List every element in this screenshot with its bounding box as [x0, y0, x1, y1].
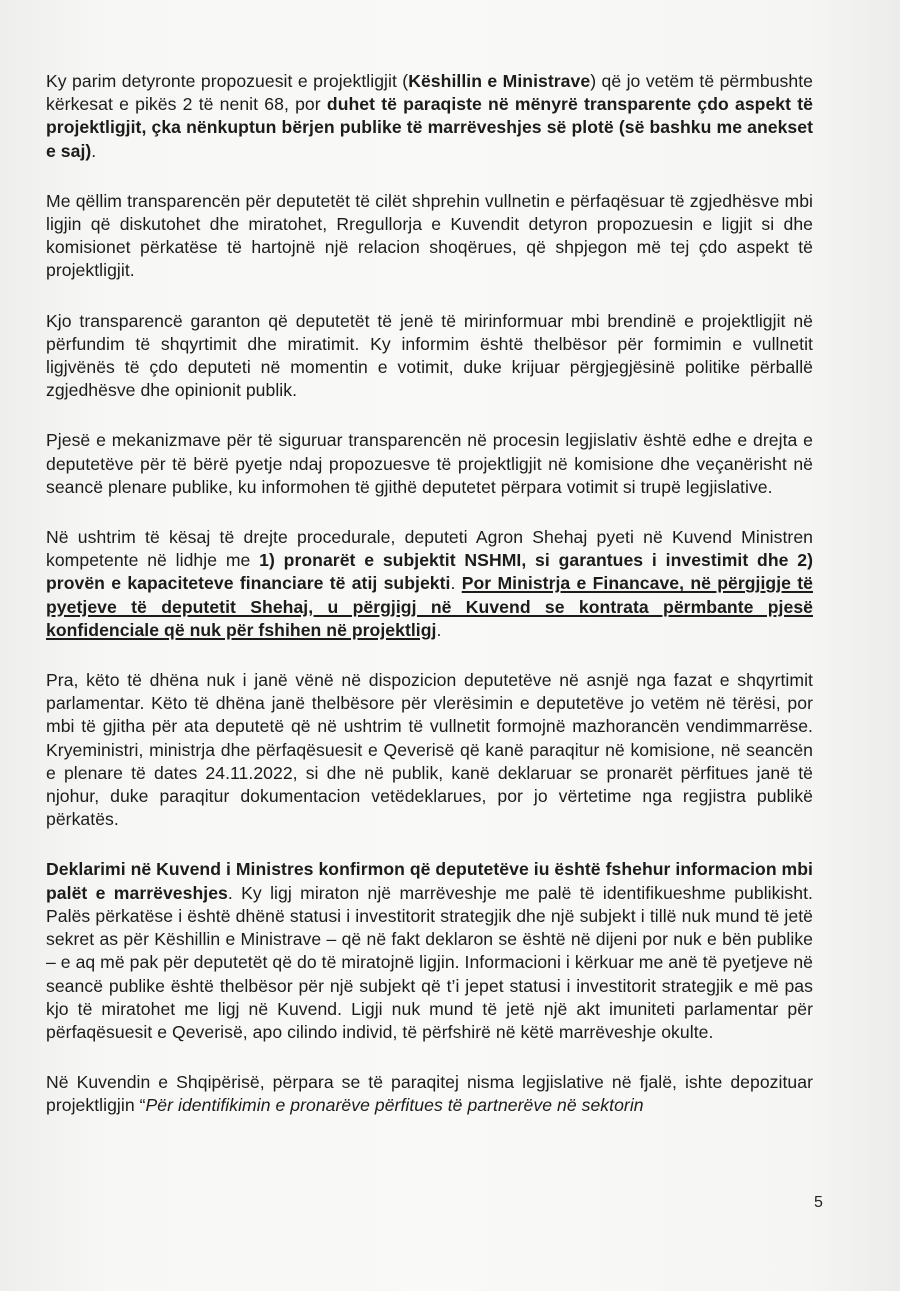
paragraph	[46, 1071, 813, 1117]
text-run: .	[450, 573, 462, 594]
text-run: .	[436, 619, 442, 640]
paragraph	[46, 310, 813, 403]
text-run: ) që jo vetëm të përmbushte kërkesat e pikës 2 të nenit 68, por	[46, 71, 813, 115]
text-run: .	[91, 140, 97, 161]
underlined-bold-text: Por Ministrja e Financave, në përgjigje të pyetjeve të deputetit Shehaj, u përgjigj në Kuvend se kontrata përmbante pjesë konfidenciale që nuk për fshihen në projektligj	[46, 573, 813, 640]
text-run: . Ky ligj miraton një marrëveshje me palë të identifikueshme publikisht. Palës përkatëse i është dhënë statusi i investitorit strategjik dhe një subjekt i tillë nuk mund të jetë sekret as për Këshillin e Ministrave – që në fakt deklaron se është në dijeni por nuk e bën publike – e aq më pak për deputetët që do të miratojnë ligjin. Informacioni i kërkuar me anë të pyetjeve në seancë publike është thelbësor për një subjekt që t’i jepet statusi i investitorit strategjik e më pas kjo të miratohet me ligj në Kuvend. Ligji nuk mund të jetë një akt imuniteti parlamentar për përfaqësuesit e Qeverisë, apo cilindo individ, të përfshirë në këtë marrëveshje okulte.	[46, 882, 813, 1042]
paragraph	[46, 526, 813, 642]
text-run: Në Kuvendin e Shqipërisë, përpara se të paraqitej nisma legjislative në fjalë, ishte depozituar projektligjin “	[46, 1072, 813, 1116]
text-run: Në ushtrim të kësaj të drejte procedurale, deputeti Agron Shehaj pyeti në Kuvend Ministren kompetente në lidhje me	[46, 527, 813, 571]
text-run: Kjo transparencë garanton që deputetët të jenë të mirinformuar mbi brendinë e projektligjit në përfundim të shqyrtimit dhe miratimit. Ky informim është thelbësor për formimin e vullnetit ligjvënës të çdo deputeti në momentin e votimit, duke krijuar përgjegjësinë politike përballë zgjedhësve dhe opinionit publik.	[46, 310, 813, 401]
paragraph	[46, 858, 813, 1044]
text-run: Pra, këto të dhëna nuk i janë vënë në dispozicion deputetëve në asnjë nga fazat e shqyrtimit parlamentar. Këto të dhëna janë thelbësore për vlerësimin e deputetëve jo vetëm në tërësi, por mbi të gjitha për ata deputetë që në ushtrim të vullnetit formojnë mazhorancën vendimmarrëse. Kryeministri, ministrja dhe përfaqësuesit e Qeverisë që kanë paraqitur në komisione, në seancën e plenare të dates 24.11.2022, si dhe në publik, kanë deklaruar se pronarët përfitues janë të njohur, duke paraqitur dokumentacion vetëdeklarues, por jo vërtetime nga regjistra publikë përkatës.	[46, 670, 813, 830]
text-run: Me qëllim transparencën për deputetët të cilët shprehin vullnetin e përfaqësuar të zgjedhësve mbi ligjin që diskutohet dhe miratohet, Rregullorja e Kuvendit detyron propozuesin e ligjit si dhe komisionet përkatëse të hartojnë një relacion shoqërues, që shpjegon më tej çdo aspekt të projektligjit.	[46, 190, 813, 281]
page-number: 5	[814, 1194, 823, 1211]
text-run: Ky parim detyronte propozuesit e projektligjit (	[46, 71, 409, 91]
text-run: Pjesë e mekanizmave për të siguruar transparencën në procesin legjislativ është edhe e drejta e deputetëve për të bërë pyetje ndaj propozuesve të projektligjit në komisione dhe veçanërisht në seancë plenare publike, ku informohen të gjithë deputetet përpara votimit si trupë legjislative.	[46, 430, 813, 497]
paragraph	[46, 190, 813, 283]
bold-text: Deklarimi në Kuvend i Ministres konfirmon që deputetëve iu është fshehur informacion mbi palët e marrëveshjes	[46, 859, 813, 903]
paragraph	[46, 70, 813, 163]
bold-text: duhet të paraqiste në mënyrë transparente çdo aspekt të projektligjit, çka nënkuptun bërjen publike të marrëveshjes së plotë (së bashku me anekset e saj)	[46, 94, 813, 161]
bold-text: 1) pronarët e subjektit NSHMI, si garantues i investimit dhe 2) provën e kapaciteteve financiare të atij subjekti	[46, 550, 813, 594]
italic-text: Për identifikimin e pronarëve përfitues të partnerëve në sektorin	[145, 1095, 644, 1116]
paragraph	[46, 429, 813, 499]
paragraph	[46, 669, 813, 831]
bold-text: Këshillin e Ministrave	[408, 71, 591, 91]
document-body	[46, 70, 813, 1145]
